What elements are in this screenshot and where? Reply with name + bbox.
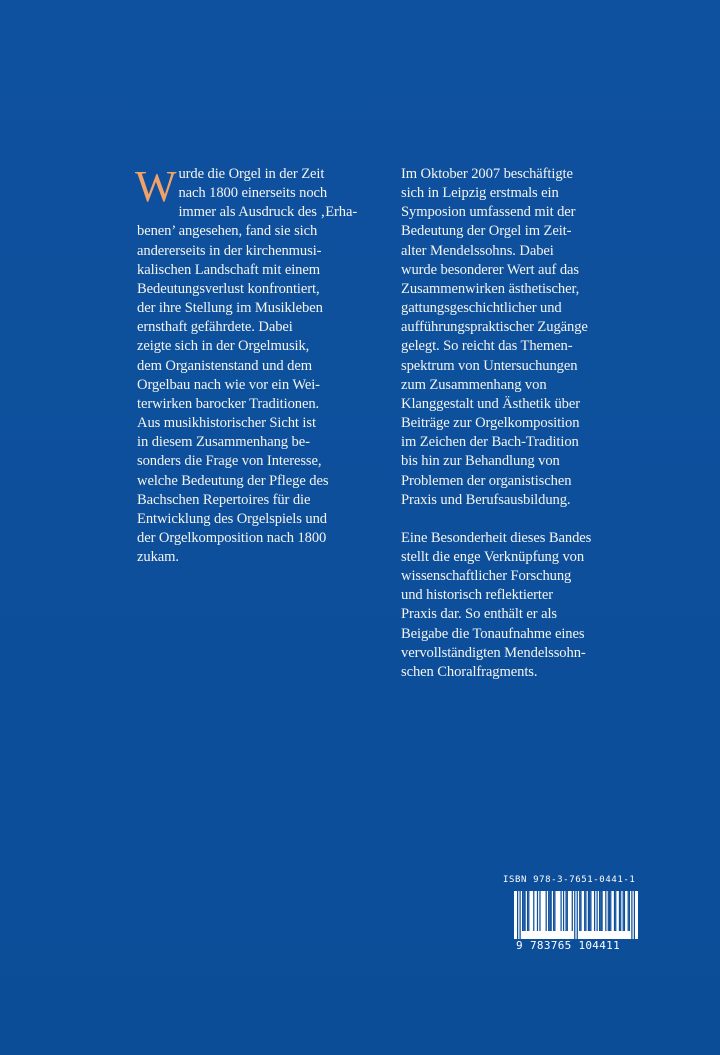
text-line: der Orgelkomposition nach 1800 <box>137 529 327 546</box>
barcode-bar <box>601 891 602 931</box>
barcode-bar <box>579 891 580 931</box>
barcode-bar <box>588 891 589 931</box>
barcode-bar <box>517 891 518 939</box>
barcode-bar <box>599 891 600 931</box>
barcode-bar <box>524 891 525 931</box>
text-line: in diesem Zusammenhang be- <box>137 434 310 451</box>
text-line: Orgelbau nach wie vor ein Wei- <box>137 376 320 393</box>
text-line: zeigte sich in der Orgelmusik, <box>137 338 310 355</box>
text-line: immer als Ausdruck des ‚Erha- <box>178 204 358 221</box>
barcode-bar <box>589 891 590 931</box>
barcode-bar <box>628 891 629 931</box>
barcode-bar <box>539 891 540 931</box>
text-line: zum Zusammenhang von <box>401 376 547 393</box>
barcode-bar <box>619 891 620 931</box>
barcode-bar <box>549 891 550 931</box>
barcode-bar <box>546 891 547 931</box>
barcode-bar <box>608 891 609 931</box>
text-line: Entwicklung des Orgelspiels und <box>137 510 327 527</box>
barcode-bar <box>596 891 597 931</box>
text-line: gattungsgeschichtlicher und <box>401 300 562 317</box>
left-paragraph <box>135 162 385 567</box>
text-line: vervollständigten Mendelssohn- <box>401 644 586 661</box>
text-line: dem Organistenstand und dem <box>137 357 312 374</box>
text-line: ernsthaft gefährdete. Dabei <box>137 319 293 336</box>
text-line: andererseits in der kirchenmusi- <box>137 242 322 259</box>
barcode-bar <box>631 891 632 939</box>
text-line: spektrum von Untersuchungen <box>401 357 578 374</box>
text-line: stellt die enge Verknüpfung von <box>401 548 585 565</box>
barcode-bar <box>600 891 601 931</box>
barcode-bar <box>629 891 630 931</box>
text-line: Bachschen Repertoires für die <box>137 491 311 508</box>
text-line: im Zeichen der Bach-Tradition <box>401 434 579 451</box>
barcode-digits: 783765 104411 <box>530 939 620 952</box>
barcode-bar <box>567 891 568 931</box>
text-line: Symposion umfassend mit der <box>401 204 576 221</box>
barcode-lead-digit: 9 <box>516 939 523 952</box>
barcode-bar <box>572 891 573 931</box>
text-line: Praxis und Berufsausbildung. <box>401 491 571 508</box>
text-line: kalischen Landschaft mit einem <box>137 261 321 278</box>
barcode-bar <box>574 891 575 939</box>
text-line: Eine Besonderheit dieses Bandes <box>401 529 592 546</box>
text-line: Zusammenwirken ästhetischer, <box>401 280 580 297</box>
text-line: Im Oktober 2007 beschäftigte <box>401 166 573 182</box>
text-line: Bedeutungsverlust konfrontiert, <box>137 280 320 297</box>
text-line: welche Bedeutung der Pflege des <box>137 472 329 489</box>
text-line: benen’ angesehen, fand sie sich <box>137 223 318 240</box>
barcode-bar <box>523 891 524 931</box>
barcode-bar <box>528 891 529 931</box>
text-line: wissenschaftlicher Forschung <box>401 568 572 585</box>
text-line: und historisch reflektierter <box>401 587 554 604</box>
text-line: Klanggestalt und Ästhetik über <box>401 395 580 412</box>
text-line: Problemen der organistischen <box>401 472 572 489</box>
isbn-label: ISBN 978-3-7651-0441-1 <box>503 875 636 885</box>
barcode-bar <box>615 891 616 931</box>
barcode-bar <box>624 891 625 931</box>
barcode-bar <box>609 891 610 931</box>
barcode-bar <box>527 891 528 931</box>
barcode-bar <box>553 891 554 931</box>
barcode-bar <box>620 891 621 931</box>
barcode-bar <box>563 891 564 931</box>
barcode-bar <box>533 891 534 931</box>
dropcap-letter: W <box>135 162 177 211</box>
left-text-column <box>135 162 385 567</box>
barcode-bar <box>519 891 520 939</box>
text-line: terwirken barocker Traditionen. <box>137 395 320 412</box>
barcode-bar <box>585 891 586 931</box>
text-line: zukam. <box>137 549 179 566</box>
barcode-bar <box>551 891 552 931</box>
text-line: Bedeutung der Orgel im Zeit- <box>401 223 572 240</box>
barcode-bar <box>584 891 585 931</box>
text-line: wurde besonderer Wert auf das <box>401 261 580 278</box>
text-line: Praxis dar. So enthält er als <box>401 606 557 623</box>
barcode-bar <box>560 891 561 931</box>
barcode-bar <box>614 891 615 931</box>
text-line: der ihre Stellung im Musikleben <box>137 300 323 317</box>
barcode-bar <box>605 891 606 931</box>
text-line: schen Choralfragments. <box>401 663 538 680</box>
barcode-bars <box>514 891 638 939</box>
text-line: urde die Orgel in der Zeit <box>178 166 325 182</box>
text-line: bis hin zur Behandlung von <box>401 453 560 470</box>
text-line: alter Mendelssohns. Dabei <box>401 242 554 259</box>
right-paragraph-2 <box>401 529 651 682</box>
barcode-bar <box>537 891 538 931</box>
barcode-bar <box>634 891 635 939</box>
text-line: sonders die Frage von Interesse, <box>137 453 322 470</box>
barcode-bar <box>548 891 549 931</box>
text-line: Aus musikhistorischer Sicht ist <box>137 415 316 432</box>
text-line: aufführungspraktischer Zugänge <box>401 319 588 336</box>
text-line: sich in Leipzig erstmals ein <box>401 185 559 202</box>
text-line: nach 1800 einerseits noch <box>178 185 328 202</box>
barcode-bar <box>623 891 624 931</box>
barcode-bar <box>594 891 595 931</box>
barcode-bar <box>554 891 555 931</box>
text-line: gelegt. So reicht das Themen- <box>401 338 573 355</box>
barcode-bar <box>610 891 611 931</box>
barcode-bar <box>565 891 566 931</box>
barcode-bar <box>522 891 523 931</box>
barcode-bar <box>577 891 578 939</box>
right-text-column <box>401 165 651 682</box>
text-line: Beiträge zur Orgelkomposition <box>401 415 580 432</box>
barcode-bar <box>590 891 591 931</box>
right-paragraph-1 <box>401 165 651 510</box>
text-line: Beigabe die Tonaufnahme eines <box>401 625 585 642</box>
barcode-bar <box>580 891 581 931</box>
